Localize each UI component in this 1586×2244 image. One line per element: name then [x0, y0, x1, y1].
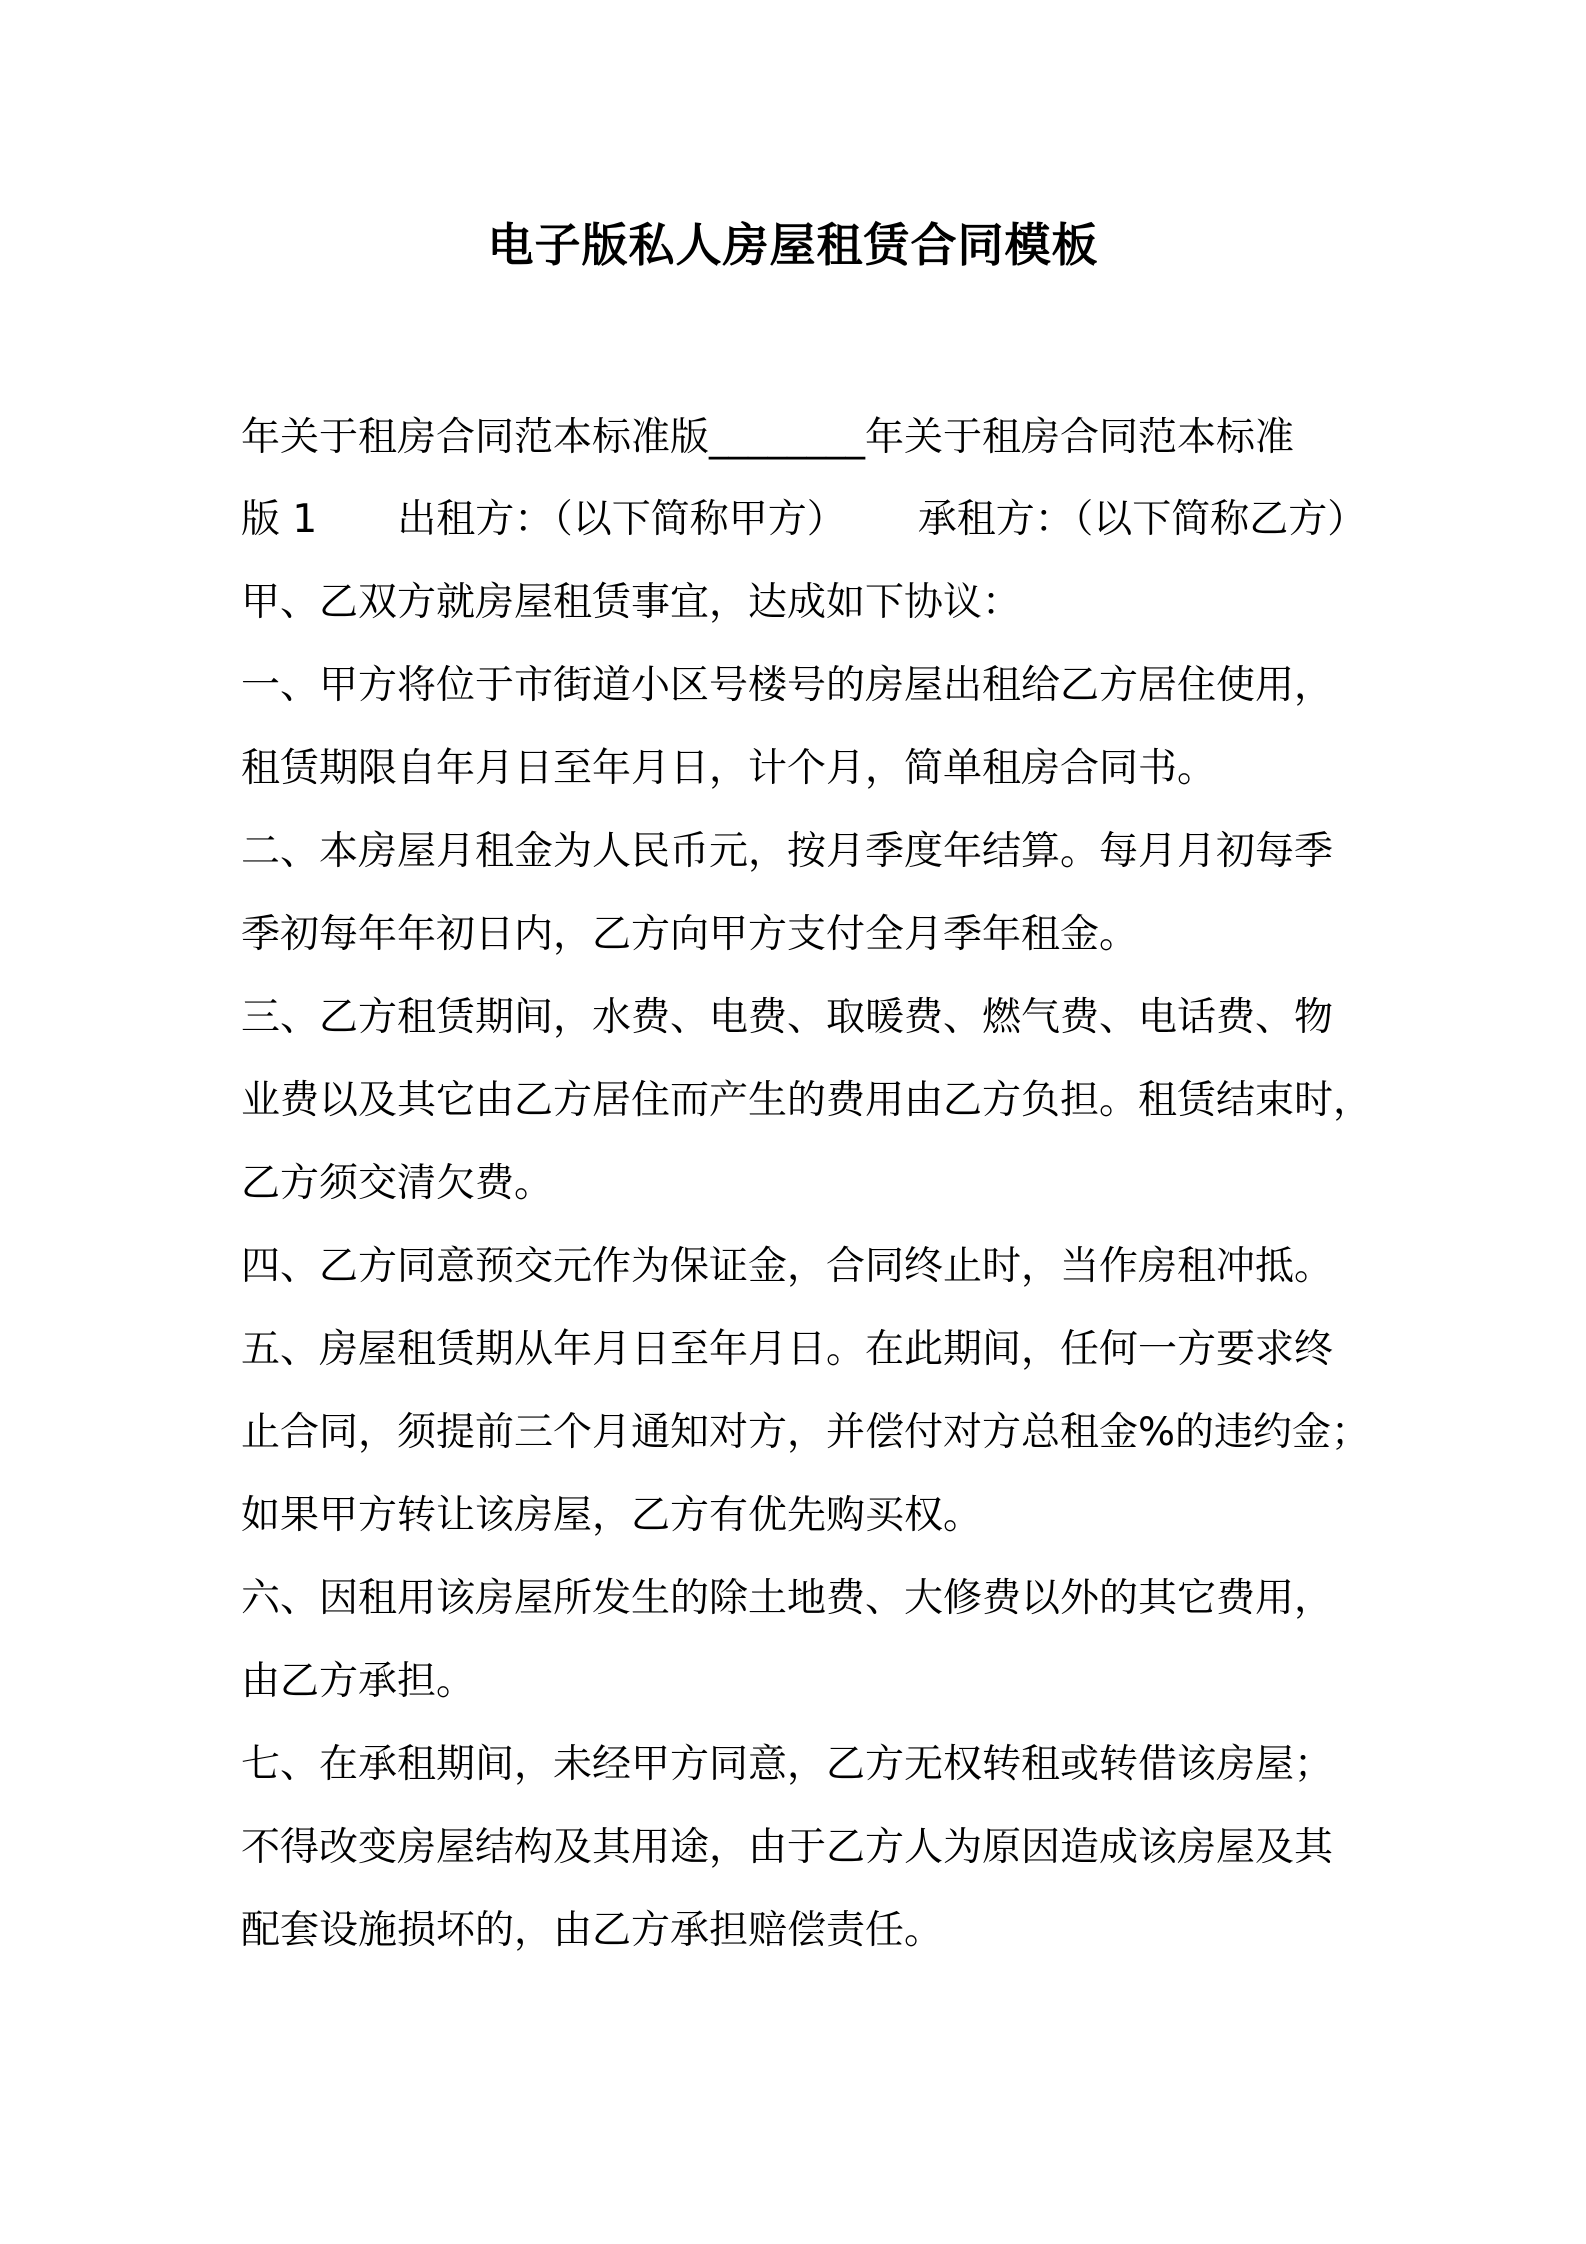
body-line	[241, 490, 1366, 550]
body-line: 甲、乙双方就房屋租赁事宜，达成如下协议：	[241, 580, 1022, 625]
lessor-label: 出租方：（以下简称甲方）	[397, 497, 846, 542]
clause-1-line: 一、甲方将位于市街道小区号楼号的房屋出租给乙方居住使用，	[241, 663, 1334, 708]
clause-5-line: 五、房屋租赁期从年月日至年月日。在此期间，任何一方要求终	[241, 1327, 1334, 1372]
clause-1-line: 租赁期限自年月日至年月日，计个月，简单租房合同书。	[241, 746, 1217, 791]
clause-5-line: 止合同，须提前三个月通知对方，并偿付对方总租金%的违约金；	[241, 1410, 1371, 1455]
clause-7-line: 配套设施损坏的，由乙方承担赔偿责任。	[241, 1908, 944, 1953]
clause-3-line: 乙方须交清欠费。	[241, 1161, 554, 1206]
clause-6-line: 由乙方承担。	[241, 1659, 476, 1704]
version-label: 版 1	[241, 497, 318, 542]
clause-5-line: 如果甲方转让该房屋，乙方有优先购买权。	[241, 1493, 983, 1538]
clause-7-line: 不得改变房屋结构及其用途，由于乙方人为原因造成该房屋及其	[241, 1825, 1334, 1870]
clause-2-line: 二、本房屋月租金为人民币元，按月季度年结算。每月月初每季	[241, 829, 1334, 874]
clause-7-line: 七、在承租期间，未经甲方同意，乙方无权转租或转借该房屋；	[241, 1742, 1334, 1787]
clause-4-line: 四、乙方同意预交元作为保证金，合同终止时，当作房租冲抵。	[241, 1244, 1334, 1289]
clause-6-line: 六、因租用该房屋所发生的除土地费、大修费以外的其它费用，	[241, 1576, 1334, 1621]
clause-3-line: 业费以及其它由乙方居住而产生的费用由乙方负担。租赁结束时，	[241, 1078, 1373, 1123]
clause-3-line: 三、乙方租赁期间，水费、电费、取暖费、燃气费、电话费、物	[241, 995, 1334, 1040]
document-title: 电子版私人房屋租赁合同模板	[487, 218, 1099, 272]
clause-2-line: 季初每年年初日内，乙方向甲方支付全月季年租金。	[241, 912, 1139, 957]
lessee-label: 承租方：（以下简称乙方）	[917, 497, 1367, 542]
body-line: 年关于租房合同范本标准版________年关于租房合同范本标准	[241, 415, 1295, 460]
